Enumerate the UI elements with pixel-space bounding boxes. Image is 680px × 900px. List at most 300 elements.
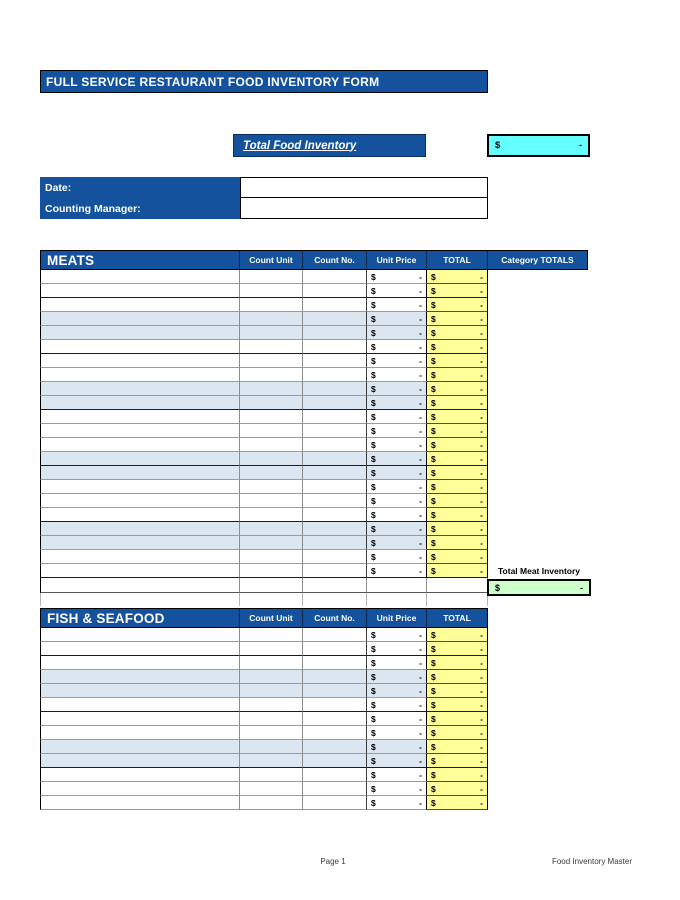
amount-value: - — [480, 285, 483, 296]
currency-symbol: $ — [371, 685, 376, 696]
total-cell — [427, 698, 488, 712]
count-unit-cell[interactable] — [240, 354, 303, 368]
count-unit-cell[interactable] — [240, 564, 303, 578]
inventory-item-cell[interactable] — [40, 284, 240, 298]
count-unit-cell[interactable] — [240, 656, 303, 670]
currency-symbol: $ — [431, 657, 436, 668]
table-row — [40, 326, 588, 340]
amount-value: - — [578, 140, 582, 151]
unit-price-cell[interactable] — [367, 354, 427, 368]
amount-value: - — [480, 713, 483, 724]
inventory-item-cell[interactable] — [40, 670, 240, 684]
unit-price-cell[interactable] — [367, 642, 427, 656]
currency-symbol: $ — [371, 495, 376, 506]
currency-symbol: $ — [371, 629, 376, 640]
currency-symbol: $ — [371, 271, 376, 282]
amount-value: - — [480, 327, 483, 338]
table-row — [40, 754, 488, 768]
unit-price-cell[interactable] — [367, 270, 427, 284]
amount-value: - — [419, 629, 422, 640]
count-unit-cell[interactable] — [240, 480, 303, 494]
currency-symbol: $ — [431, 727, 436, 738]
amount-value: - — [419, 727, 422, 738]
count-no-cell[interactable] — [303, 684, 367, 698]
currency-symbol: $ — [431, 685, 436, 696]
amount-value: - — [419, 741, 422, 752]
inventory-item-cell[interactable] — [40, 698, 240, 712]
inventory-item-cell[interactable] — [40, 410, 240, 424]
inventory-item-cell[interactable] — [40, 768, 240, 782]
inventory-item-cell[interactable] — [40, 298, 240, 312]
count-no-cell[interactable] — [303, 522, 367, 536]
count-unit-cell[interactable] — [240, 284, 303, 298]
date-row — [40, 177, 488, 198]
unit-price-cell[interactable] — [367, 656, 427, 670]
counting-manager-row — [40, 198, 488, 219]
count-no-cell[interactable] — [303, 712, 367, 726]
inventory-item-cell[interactable] — [40, 796, 240, 810]
total-cell — [427, 410, 488, 424]
inventory-item-cell[interactable] — [40, 712, 240, 726]
table-row — [40, 270, 588, 284]
count-unit-cell[interactable] — [240, 726, 303, 740]
unit-price-cell[interactable] — [367, 382, 427, 396]
inventory-item-cell[interactable] — [40, 508, 240, 522]
total-cell — [427, 494, 488, 508]
unit-price-cell[interactable] — [367, 628, 427, 642]
count-unit-cell[interactable] — [240, 340, 303, 354]
amount-value: - — [480, 467, 483, 478]
unit-price-cell[interactable] — [367, 712, 427, 726]
count-no-cell[interactable] — [303, 396, 367, 410]
amount-value: - — [480, 299, 483, 310]
total-cell — [427, 670, 488, 684]
unit-price-cell[interactable] — [367, 508, 427, 522]
count-unit-cell[interactable] — [240, 796, 303, 810]
count-no-cell[interactable] — [303, 564, 367, 578]
count-no-cell[interactable] — [303, 424, 367, 438]
unit-price-cell[interactable] — [367, 494, 427, 508]
inventory-item-cell[interactable] — [40, 270, 240, 284]
count-no-cell[interactable] — [303, 494, 367, 508]
count-unit-cell[interactable] — [240, 452, 303, 466]
table-row — [40, 494, 588, 508]
table-row — [40, 312, 588, 326]
inventory-item-cell[interactable] — [40, 452, 240, 466]
inventory-item-cell[interactable] — [40, 438, 240, 452]
count-unit-cell[interactable] — [240, 536, 303, 550]
column-header-count-unit: Count Unit — [239, 251, 302, 269]
amount-value: - — [580, 582, 583, 593]
table-row — [40, 298, 588, 312]
currency-symbol: $ — [371, 439, 376, 450]
total-cell — [427, 656, 488, 670]
meats-section — [40, 250, 588, 606]
unit-price-cell[interactable] — [367, 698, 427, 712]
inventory-item-cell[interactable] — [40, 726, 240, 740]
amount-value: - — [419, 341, 422, 352]
total-cell — [427, 326, 488, 340]
amount-value: - — [480, 341, 483, 352]
amount-value: - — [419, 439, 422, 450]
date-input[interactable] — [240, 177, 488, 198]
currency-symbol: $ — [495, 582, 501, 593]
currency-symbol: $ — [431, 671, 436, 682]
currency-symbol: $ — [431, 783, 436, 794]
currency-symbol: $ — [431, 769, 436, 780]
table-row — [40, 424, 588, 438]
inventory-item-cell[interactable] — [40, 536, 240, 550]
column-header-total: TOTAL — [426, 251, 487, 269]
currency-symbol: $ — [431, 467, 436, 478]
count-no-cell[interactable] — [303, 726, 367, 740]
currency-symbol: $ — [431, 313, 436, 324]
count-unit-cell[interactable] — [240, 782, 303, 796]
info-block — [40, 177, 488, 219]
count-unit-cell[interactable] — [240, 270, 303, 284]
table-row — [40, 480, 588, 494]
column-header-count-no: Count No. — [302, 609, 366, 627]
total-cell — [427, 354, 488, 368]
count-unit-cell[interactable] — [240, 684, 303, 698]
unit-price-cell[interactable] — [367, 410, 427, 424]
count-no-cell[interactable] — [303, 628, 367, 642]
unit-price-cell[interactable] — [367, 298, 427, 312]
amount-value: - — [419, 755, 422, 766]
count-unit-cell[interactable] — [240, 438, 303, 452]
section-title: FISH & SEAFOOD — [47, 610, 165, 626]
count-unit-cell[interactable] — [240, 312, 303, 326]
count-unit-cell[interactable] — [240, 550, 303, 564]
unit-price-cell[interactable] — [367, 564, 427, 578]
amount-value: - — [419, 565, 422, 576]
inventory-item-cell[interactable] — [40, 628, 240, 642]
column-header-count-no: Count No. — [302, 251, 366, 269]
count-no-cell[interactable] — [303, 340, 367, 354]
inventory-item-cell[interactable] — [40, 396, 240, 410]
currency-symbol: $ — [431, 397, 436, 408]
count-unit-cell[interactable] — [240, 410, 303, 424]
total-cell — [427, 550, 488, 564]
total-cell — [427, 782, 488, 796]
counting-manager-label: Counting Manager: — [40, 198, 240, 219]
unit-price-cell[interactable] — [367, 684, 427, 698]
table-row — [40, 684, 488, 698]
total-cell — [427, 726, 488, 740]
inventory-item-cell[interactable] — [40, 564, 240, 578]
count-no-cell[interactable] — [303, 670, 367, 684]
inventory-item-cell[interactable] — [40, 656, 240, 670]
table-row — [40, 726, 488, 740]
count-unit-cell[interactable] — [240, 382, 303, 396]
count-unit-cell[interactable] — [240, 670, 303, 684]
count-no-cell[interactable] — [303, 368, 367, 382]
table-row — [40, 508, 588, 522]
table-row — [40, 410, 588, 424]
amount-value: - — [480, 481, 483, 492]
unit-price-cell[interactable] — [367, 550, 427, 564]
amount-value: - — [480, 741, 483, 752]
currency-symbol: $ — [371, 383, 376, 394]
currency-symbol: $ — [431, 355, 436, 366]
count-no-cell[interactable] — [303, 754, 367, 768]
count-no-cell[interactable] — [303, 508, 367, 522]
currency-symbol: $ — [431, 643, 436, 654]
total-cell — [427, 508, 488, 522]
inventory-item-cell[interactable] — [40, 522, 240, 536]
currency-symbol: $ — [431, 271, 436, 282]
amount-value: - — [480, 537, 483, 548]
count-no-cell[interactable] — [303, 326, 367, 340]
currency-symbol: $ — [431, 699, 436, 710]
count-unit-cell[interactable] — [240, 628, 303, 642]
inventory-item-cell[interactable] — [40, 368, 240, 382]
total-cell — [427, 754, 488, 768]
empty-cell — [240, 578, 303, 593]
count-no-cell[interactable] — [303, 354, 367, 368]
count-unit-cell[interactable] — [240, 298, 303, 312]
total-cell — [427, 796, 488, 810]
table-row — [40, 628, 488, 642]
unit-price-cell[interactable] — [367, 726, 427, 740]
unit-price-cell[interactable] — [367, 424, 427, 438]
count-unit-cell[interactable] — [240, 740, 303, 754]
unit-price-cell[interactable] — [367, 326, 427, 340]
currency-symbol: $ — [431, 509, 436, 520]
unit-price-cell[interactable] — [367, 782, 427, 796]
count-no-cell[interactable] — [303, 312, 367, 326]
currency-symbol: $ — [431, 369, 436, 380]
count-unit-cell[interactable] — [240, 424, 303, 438]
count-no-cell[interactable] — [303, 410, 367, 424]
count-no-cell[interactable] — [303, 452, 367, 466]
inventory-item-cell[interactable] — [40, 782, 240, 796]
count-no-cell[interactable] — [303, 550, 367, 564]
amount-value: - — [419, 425, 422, 436]
currency-symbol: $ — [371, 537, 376, 548]
total-food-inventory-label: Total Food Inventory — [243, 139, 357, 152]
unit-price-cell[interactable] — [367, 396, 427, 410]
currency-symbol: $ — [371, 341, 376, 352]
table-row — [40, 740, 488, 754]
date-label: Date: — [40, 177, 240, 198]
inventory-item-cell[interactable] — [40, 466, 240, 480]
count-unit-cell[interactable] — [240, 466, 303, 480]
empty-cell — [40, 593, 240, 606]
currency-symbol: $ — [431, 629, 436, 640]
section-title: MEATS — [47, 252, 95, 268]
total-cell — [427, 564, 488, 578]
count-no-cell[interactable] — [303, 382, 367, 396]
count-no-cell[interactable] — [303, 536, 367, 550]
currency-symbol: $ — [431, 495, 436, 506]
inventory-item-cell[interactable] — [40, 684, 240, 698]
count-no-cell[interactable] — [303, 298, 367, 312]
inventory-item-cell[interactable] — [40, 550, 240, 564]
inventory-item-cell[interactable] — [40, 494, 240, 508]
currency-symbol: $ — [431, 341, 436, 352]
currency-symbol: $ — [431, 425, 436, 436]
currency-symbol: $ — [431, 383, 436, 394]
amount-value: - — [419, 481, 422, 492]
amount-value: - — [419, 783, 422, 794]
amount-value: - — [419, 657, 422, 668]
unit-price-cell[interactable] — [367, 284, 427, 298]
count-unit-cell[interactable] — [240, 494, 303, 508]
currency-symbol: $ — [371, 355, 376, 366]
total-cell — [427, 396, 488, 410]
count-unit-cell[interactable] — [240, 768, 303, 782]
total-food-inventory-value-cell — [487, 134, 590, 157]
count-no-cell[interactable] — [303, 698, 367, 712]
inventory-item-cell[interactable] — [40, 642, 240, 656]
currency-symbol: $ — [371, 467, 376, 478]
count-unit-cell[interactable] — [240, 368, 303, 382]
inventory-item-cell[interactable] — [40, 740, 240, 754]
unit-price-cell[interactable] — [367, 480, 427, 494]
amount-value: - — [419, 327, 422, 338]
unit-price-cell[interactable] — [367, 768, 427, 782]
inventory-item-cell[interactable] — [40, 354, 240, 368]
unit-price-cell[interactable] — [367, 438, 427, 452]
amount-value: - — [480, 643, 483, 654]
amount-value: - — [480, 355, 483, 366]
currency-symbol: $ — [371, 565, 376, 576]
count-unit-cell[interactable] — [240, 522, 303, 536]
total-cell — [427, 270, 488, 284]
currency-symbol: $ — [371, 671, 376, 682]
count-unit-cell[interactable] — [240, 396, 303, 410]
currency-symbol: $ — [431, 411, 436, 422]
amount-value: - — [480, 397, 483, 408]
inventory-item-cell[interactable] — [40, 312, 240, 326]
count-no-cell[interactable] — [303, 480, 367, 494]
total-cell — [427, 368, 488, 382]
unit-price-cell[interactable] — [367, 312, 427, 326]
unit-price-cell[interactable] — [367, 670, 427, 684]
count-no-cell[interactable] — [303, 642, 367, 656]
currency-symbol: $ — [431, 285, 436, 296]
section-header-meats — [40, 250, 588, 270]
total-cell — [427, 740, 488, 754]
total-cell — [427, 684, 488, 698]
inventory-item-cell[interactable] — [40, 480, 240, 494]
amount-value: - — [480, 551, 483, 562]
total-meat-inventory-label: Total Meat Inventory — [497, 566, 581, 576]
count-no-cell[interactable] — [303, 782, 367, 796]
total-cell — [427, 284, 488, 298]
amount-value: - — [480, 797, 483, 808]
inventory-item-cell[interactable] — [40, 424, 240, 438]
empty-cell — [427, 593, 488, 606]
unit-price-cell[interactable] — [367, 452, 427, 466]
count-no-cell[interactable] — [303, 438, 367, 452]
amount-value: - — [419, 671, 422, 682]
count-no-cell[interactable] — [303, 768, 367, 782]
currency-symbol: $ — [371, 313, 376, 324]
total-cell — [427, 480, 488, 494]
table-row — [40, 452, 588, 466]
currency-symbol: $ — [371, 327, 376, 338]
inventory-item-cell[interactable] — [40, 754, 240, 768]
count-unit-cell[interactable] — [240, 642, 303, 656]
currency-symbol: $ — [371, 425, 376, 436]
currency-symbol: $ — [431, 537, 436, 548]
unit-price-cell[interactable] — [367, 740, 427, 754]
counting-manager-input[interactable] — [240, 197, 488, 219]
unit-price-cell[interactable] — [367, 796, 427, 810]
currency-symbol: $ — [431, 299, 436, 310]
currency-symbol: $ — [431, 523, 436, 534]
amount-value: - — [419, 551, 422, 562]
count-no-cell[interactable] — [303, 284, 367, 298]
amount-value: - — [480, 439, 483, 450]
count-no-cell[interactable] — [303, 740, 367, 754]
unit-price-cell[interactable] — [367, 754, 427, 768]
count-unit-cell[interactable] — [240, 326, 303, 340]
count-no-cell[interactable] — [303, 466, 367, 480]
count-unit-cell[interactable] — [240, 712, 303, 726]
amount-value: - — [480, 509, 483, 520]
total-cell — [427, 382, 488, 396]
table-row — [40, 536, 588, 550]
count-unit-cell[interactable] — [240, 754, 303, 768]
table-row — [40, 670, 488, 684]
currency-symbol: $ — [371, 299, 376, 310]
count-no-cell[interactable] — [303, 796, 367, 810]
empty-cell — [427, 578, 488, 593]
total-cell — [427, 298, 488, 312]
count-unit-cell[interactable] — [240, 508, 303, 522]
column-header-total: TOTAL — [426, 609, 487, 627]
count-no-cell[interactable] — [303, 270, 367, 284]
currency-symbol: $ — [431, 755, 436, 766]
amount-value: - — [419, 383, 422, 394]
unit-price-cell[interactable] — [367, 466, 427, 480]
inventory-item-cell[interactable] — [40, 340, 240, 354]
unit-price-cell[interactable] — [367, 368, 427, 382]
count-unit-cell[interactable] — [240, 698, 303, 712]
currency-symbol: $ — [371, 741, 376, 752]
inventory-item-cell[interactable] — [40, 382, 240, 396]
inventory-item-cell[interactable] — [40, 326, 240, 340]
currency-symbol: $ — [431, 797, 436, 808]
table-row — [40, 522, 588, 536]
empty-cell — [240, 593, 303, 606]
amount-value: - — [480, 495, 483, 506]
column-header-unit-price: Unit Price — [366, 609, 426, 627]
currency-symbol: $ — [431, 481, 436, 492]
unit-price-cell[interactable] — [367, 340, 427, 354]
total-cell — [427, 712, 488, 726]
count-no-cell[interactable] — [303, 656, 367, 670]
total-cell — [427, 438, 488, 452]
amount-value: - — [419, 355, 422, 366]
amount-value: - — [419, 685, 422, 696]
currency-symbol: $ — [431, 327, 436, 338]
table-row — [40, 796, 488, 810]
currency-symbol: $ — [431, 453, 436, 464]
currency-symbol: $ — [371, 713, 376, 724]
unit-price-cell[interactable] — [367, 536, 427, 550]
amount-value: - — [419, 699, 422, 710]
total-food-inventory-label-bar — [233, 134, 426, 157]
form-title: FULL SERVICE RESTAURANT FOOD INVENTORY FORM — [46, 74, 380, 89]
unit-price-cell[interactable] — [367, 522, 427, 536]
currency-symbol: $ — [431, 741, 436, 752]
total-cell — [427, 628, 488, 642]
table-row — [40, 382, 588, 396]
